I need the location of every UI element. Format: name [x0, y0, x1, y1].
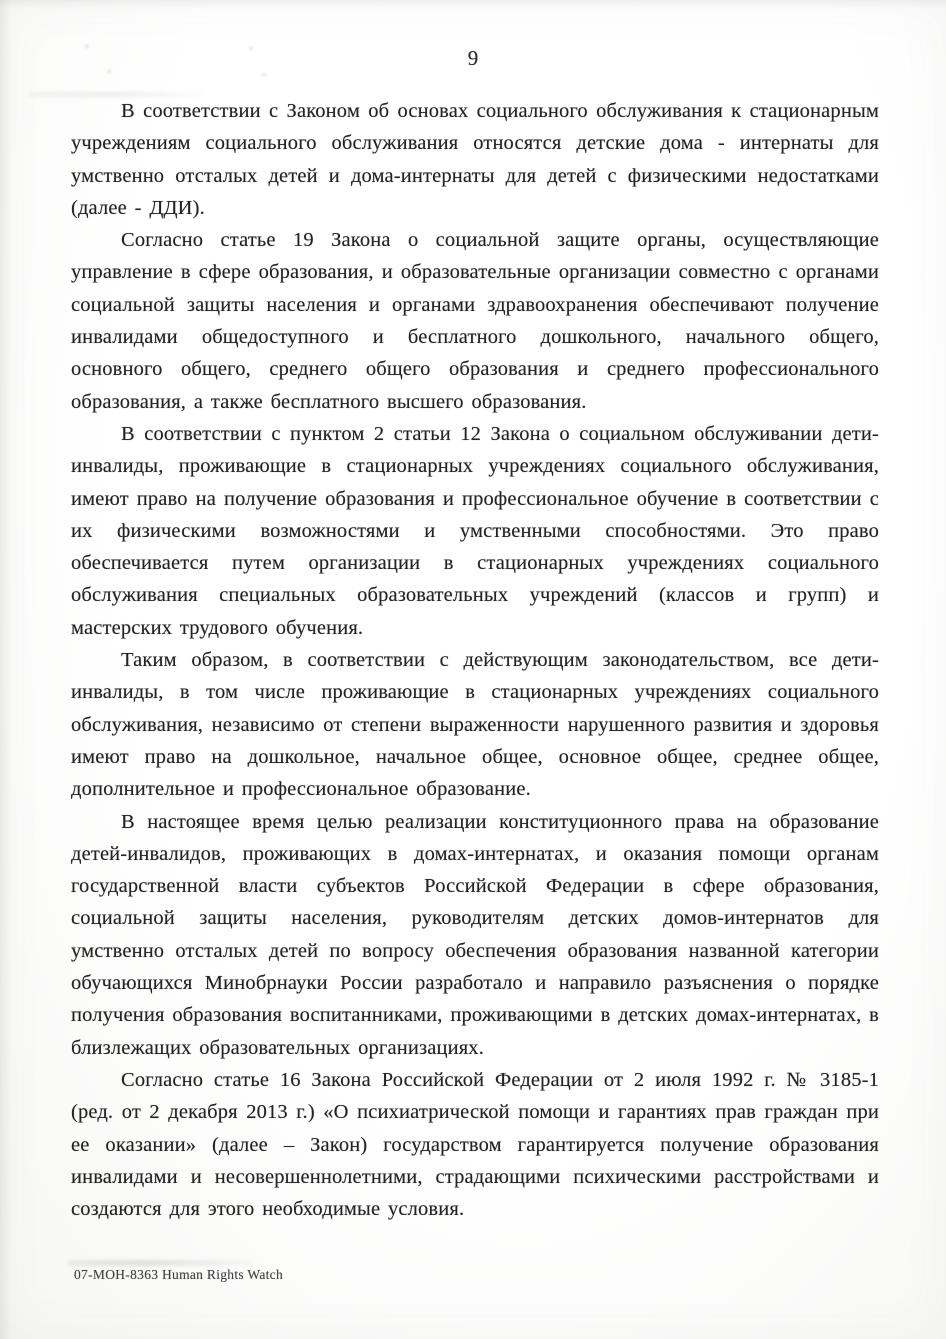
paragraph-5: В настоящее время целью реализации конституционного права на образование детей-инвалидов, проживающих в домах-интернатах, и оказания помощи органам государственной власти субъектов Российской Федерации в сфере образования, социальной защиты населения, руководителям детских домов-интернатов для умственно отсталых детей по вопросу обеспечения образования названной категории обучающихся Минобрнауки России разработало и направило разъяснения о порядке получения образования воспитанниками, проживающими в детских домах-интернатах, в близлежащих образовательных организациях. — [71, 810, 879, 1059]
scan-edge-shadow-top — [0, 0, 946, 9]
footer-document-id: 07-MOH-8363 Human Rights Watch — [74, 1267, 284, 1282]
paragraph-2: Согласно статье 19 Закона о социальной защите органы, осуществляющие управление в сфере образования, и образовательные организации совместно с органами социальной защиты населения и органами здравоохранения обеспечивают получение инвалидами общедоступного и бесплатного дошкольного, начального общего, основного общего, среднего общего образования и среднего профессионального образования, а также бесплатного высшего образования. — [71, 229, 879, 413]
paragraph-4: Таким образом, в соответствии с действующим законодательством, все дети-инвалиды, в том числе проживающие в стационарных учреждениях социального обслуживания, независимо от степени выраженности нарушенного развития и здоровья имеют право на дошкольное, начальное общее, основное общее, среднее общее, дополнительное и профессиональное образование. — [71, 649, 879, 801]
scan-smudge-footer — [68, 1260, 253, 1266]
paragraph-1: В соответствии с Законом об основах социального обслуживания к стационарным учреждениям социального обслуживания относятся детские дома - интернаты для умственно отсталых детей и дома-интернаты для детей с физическими недостатками (далее - ДДИ). — [71, 100, 879, 219]
page-number: 9 — [467, 46, 479, 70]
paragraph-6: Согласно статье 16 Закона Российской Федерации от 2 июля 1992 г. № 3185-1 (ред. от 2 декабря 2013 г.) «О психиатрической помощи и гарантиях прав граждан при ее оказании» (далее – Закон) государством гарантируется получение образования инвалидами и несовершеннолетними, страдающими психическими расстройствами и создаются для этого необходимые условия. — [71, 1068, 879, 1221]
document-body — [71, 95, 879, 1225]
paragraph-3: В соответствии с пунктом 2 статьи 12 Закона о социальном обслуживании дети-инвалиды, проживающие в стационарных учреждениях социального обслуживания, имеют право на получение образования и профессиональное обучение в соответствии с их физическими возможностями и умственными способностями. Это право обеспечивается путем организации в стационарных учреждениях социального обслуживания специальных образовательных учреждений (классов и групп) и мастерских трудового обучения. — [71, 422, 879, 639]
scan-speck — [262, 73, 266, 76]
scan-edge-shadow-left — [0, 0, 12, 1339]
